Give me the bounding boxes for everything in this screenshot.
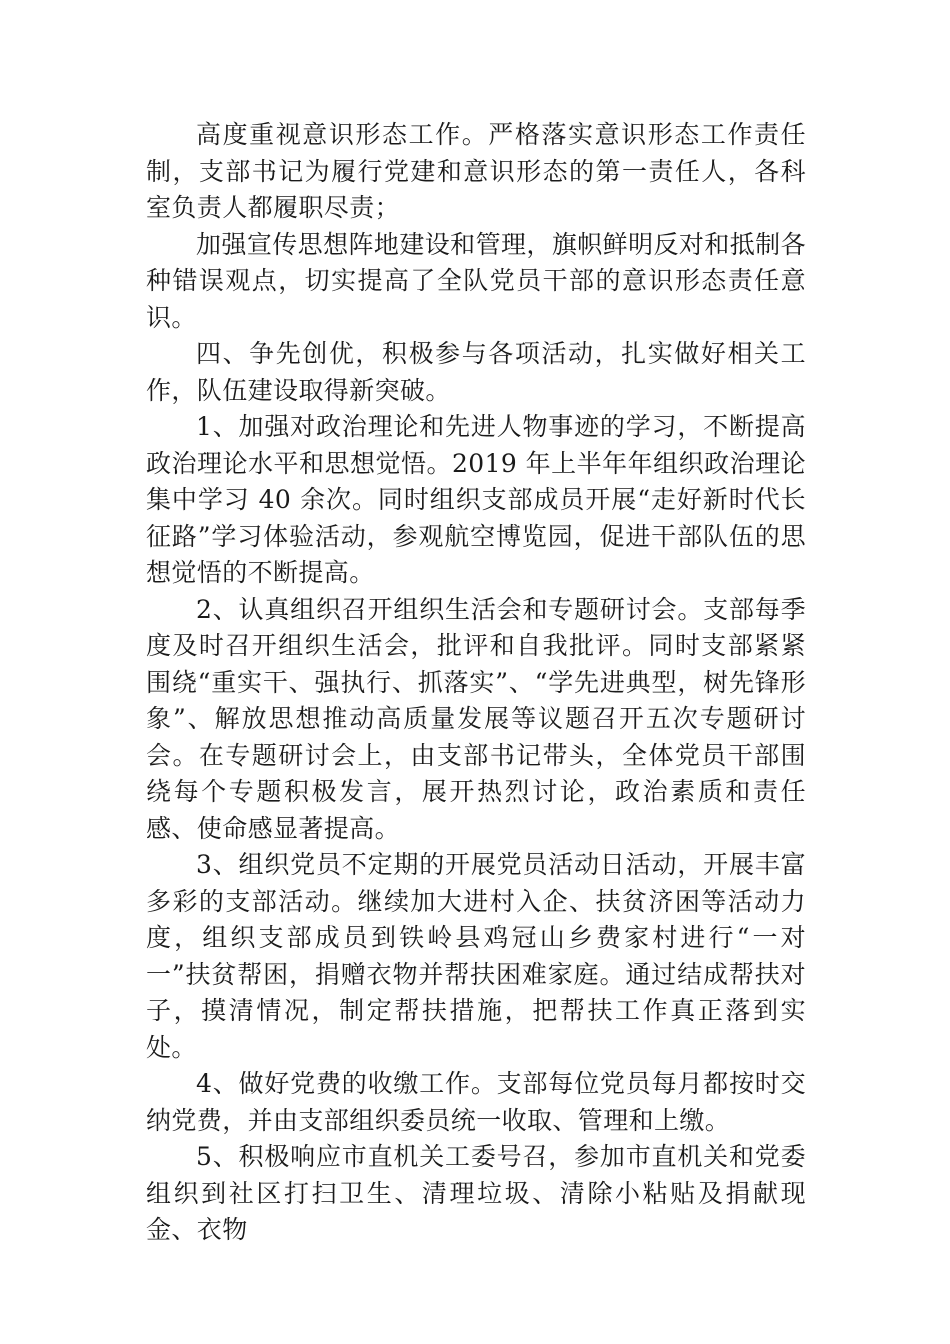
paragraph-item-2: 2、认真组织召开组织生活会和专题研讨会。支部每季度及时召开组织生活会，批评和自我批评。同时支部紧紧围绕“重实干、强执行、抓落实”、“学先进典型，树先锋形象”、解放思想推动高质量发展等议题召开五次专题研讨会。在专题研讨会上，由支部书记带头，全体党员干部围绕每个专题积极发言，展开热烈讨论，政治素质和责任感、使命感显著提高。 <box>146 594 806 843</box>
paragraph-ideology-work: 高度重视意识形态工作。严格落实意识形态工作责任制，支部书记为履行党建和意识形态的第一责任人，各科室负责人都履职尽责； <box>146 120 806 222</box>
paragraph-item-5: 5、积极响应市直机关工委号召，参加市直机关和党委组织到社区打扫卫生、清理垃圾、清除小粘贴及捐献现金、衣物 <box>146 1142 806 1244</box>
paragraph-item-4: 4、做好党费的收缴工作。支部每位党员每月都按时交纳党费，并由支部组织委员统一收取、管理和上缴。 <box>146 1069 806 1135</box>
section-heading-four: 四、争先创优，积极参与各项活动，扎实做好相关工作，队伍建设取得新突破。 <box>146 339 806 405</box>
paragraph-item-1: 1、加强对政治理论和先进人物事迹的学习，不断提高政治理论水平和思想觉悟。2019 年上半年年组织政治理论集中学习 40 余次。同时组织支部成员开展“走好新时代长征路”学习体验活动，参观航空博览园，促进干部队伍的思想觉悟的不断提高。 <box>146 412 806 587</box>
paragraph-propaganda: 加强宣传思想阵地建设和管理，旗帜鲜明反对和抵制各种错误观点，切实提高了全队党员干部的意识形态责任意识。 <box>146 229 806 332</box>
document-body <box>146 117 806 1249</box>
paragraph-item-3: 3、组织党员不定期的开展党员活动日活动，开展丰富多彩的支部活动。继续加大进村入企、扶贫济困等活动力度，组织支部成员到铁岭县鸡冠山乡费家村进行“一对一”扶贫帮困，捐赠衣物并帮扶困难家庭。通过结成帮扶对子，摸清情况，制定帮扶措施，把帮扶工作真正落到实处。 <box>146 850 806 1062</box>
